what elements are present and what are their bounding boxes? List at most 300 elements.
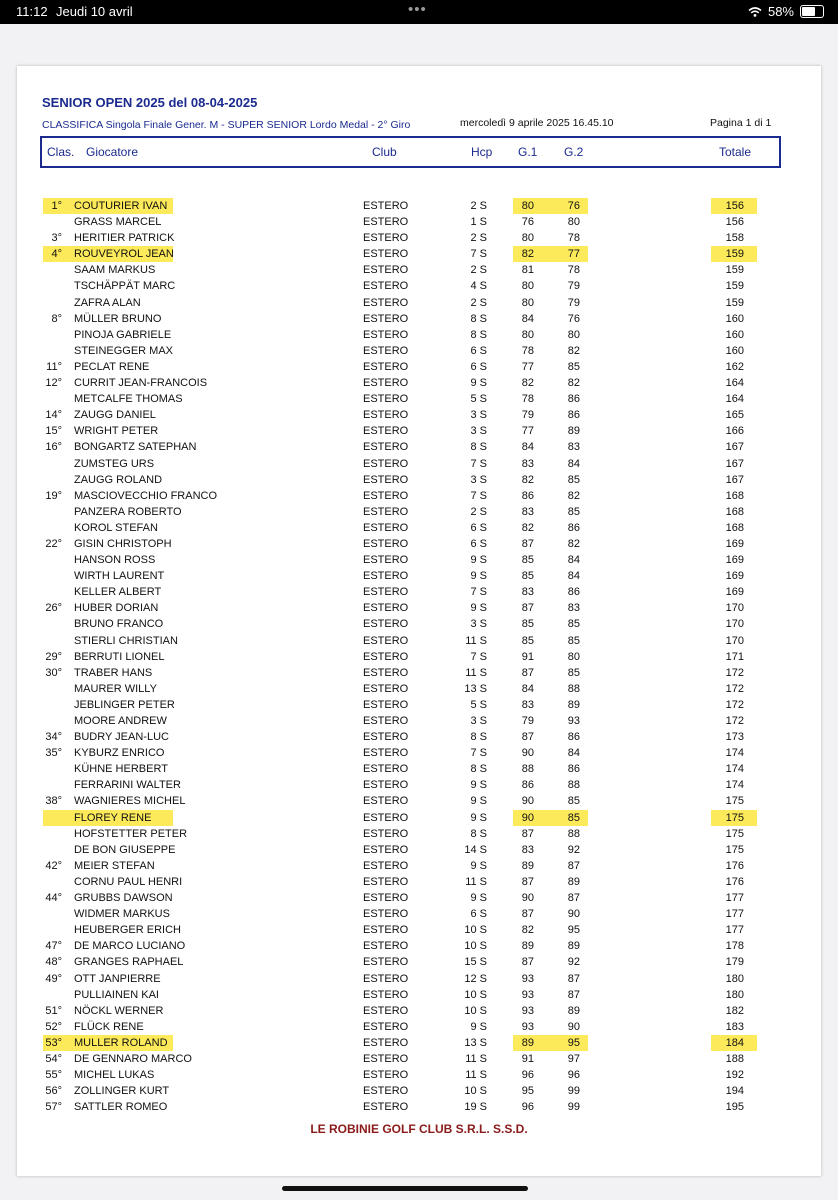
cell-club: ESTERO (363, 248, 409, 261)
table-row (17, 987, 821, 1003)
cell-total: 188 (725, 1052, 744, 1065)
cell-name: PULLIAINEN KAI (74, 988, 159, 1001)
cell-pos: 55° (45, 1069, 62, 1082)
cell-club: ESTERO (363, 264, 409, 277)
cell-g2: 86 (567, 393, 580, 406)
cell-hcp: 9 S (470, 892, 487, 905)
header-name: Giocatore (86, 145, 139, 159)
cell-total: 169 (725, 537, 744, 550)
cell-name: WAGNIERES MICHEL (74, 795, 186, 808)
cell-club: ESTERO (363, 634, 409, 647)
cell-g1: 80 (521, 280, 534, 293)
cell-club: ESTERO (363, 1004, 409, 1017)
cell-hcp: 9 S (470, 377, 487, 390)
cell-club: ESTERO (363, 409, 409, 422)
cell-g1: 83 (521, 457, 534, 470)
cell-club: ESTERO (363, 200, 409, 212)
cell-total: 174 (725, 747, 744, 760)
cell-club: ESTERO (363, 1085, 409, 1098)
cell-total: 159 (725, 280, 744, 293)
cell-g1: 90 (521, 747, 534, 760)
cell-hcp: 8 S (470, 827, 487, 840)
cell-g2: 89 (567, 875, 580, 888)
table-row (17, 1099, 821, 1115)
cell-g1: 82 (521, 473, 534, 486)
cell-g2: 85 (567, 505, 580, 518)
cell-club: ESTERO (363, 763, 409, 776)
table-row (17, 1003, 821, 1019)
cell-g2: 88 (567, 827, 580, 840)
document-title: SENIOR OPEN 2025 del 08-04-2025 (42, 95, 258, 110)
cell-g1: 93 (521, 1004, 534, 1017)
cell-g2: 88 (567, 779, 580, 792)
cell-hcp: 9 S (470, 779, 487, 792)
table-row (17, 697, 821, 713)
table-row (17, 584, 821, 600)
table-row (17, 552, 821, 568)
table-row (17, 423, 821, 439)
cell-total: 180 (725, 972, 744, 985)
cell-club: ESTERO (363, 441, 409, 454)
home-indicator[interactable] (282, 1186, 528, 1191)
cell-total: 195 (725, 1101, 744, 1114)
cell-g1: 80 (521, 328, 534, 341)
cell-g2: 90 (567, 1020, 580, 1033)
cell-club: ESTERO (363, 875, 409, 888)
cell-club: ESTERO (363, 956, 409, 969)
cell-g1: 96 (521, 1069, 534, 1082)
table-row (17, 842, 821, 858)
table-row (17, 906, 821, 922)
cell-name: TRABER HANS (74, 666, 153, 679)
cell-total: 169 (725, 554, 744, 567)
cell-total: 176 (725, 859, 744, 872)
leaderboard-table (17, 198, 821, 1115)
cell-total: 174 (725, 779, 744, 792)
cell-pos: 8° (51, 312, 62, 325)
cell-g2: 87 (567, 988, 580, 1001)
cell-pos: 34° (45, 731, 62, 744)
cell-name: PECLAT RENE (74, 360, 150, 373)
cell-club: ESTERO (363, 650, 409, 663)
cell-g2: 80 (567, 328, 580, 341)
cell-hcp: 3 S (470, 409, 487, 422)
cell-g2: 92 (567, 956, 580, 969)
cell-name: MÜLLER BRUNO (74, 312, 162, 325)
table-row (17, 633, 821, 649)
multitasking-dots-icon[interactable]: ••• (408, 1, 427, 18)
cell-name: GISIN CHRISTOPH (74, 537, 172, 550)
cell-total: 160 (725, 312, 744, 325)
cell-g1: 86 (521, 779, 534, 792)
cell-club: ESTERO (363, 505, 409, 518)
table-row (17, 858, 821, 874)
cell-g1: 82 (521, 521, 534, 534)
table-row (17, 504, 821, 520)
table-row (17, 375, 821, 391)
cell-pos: 35° (45, 747, 62, 760)
cell-pos: 51° (45, 1004, 62, 1017)
cell-pos: 52° (45, 1020, 62, 1033)
cell-g1: 95 (521, 1085, 534, 1098)
cell-name: KÜHNE HERBERT (74, 763, 168, 776)
cell-club: ESTERO (363, 537, 409, 550)
cell-hcp: 9 S (470, 795, 487, 808)
cell-g1: 87 (521, 537, 534, 550)
cell-g1: 85 (521, 554, 534, 567)
cell-total: 158 (725, 232, 744, 245)
cell-hcp: 9 S (470, 570, 487, 583)
cell-total: 171 (725, 650, 744, 663)
cell-pos: 16° (45, 441, 62, 454)
cell-hcp: 6 S (470, 360, 487, 373)
cell-hcp: 3 S (470, 715, 487, 727)
cell-total: 178 (725, 940, 744, 953)
cell-pos: 19° (45, 489, 62, 502)
cell-name: HOFSTETTER PETER (74, 827, 188, 840)
cell-name: CURRIT JEAN-FRANCOIS (74, 377, 208, 390)
cell-g1: 76 (521, 216, 534, 229)
table-header (40, 136, 781, 168)
cell-g2: 84 (567, 457, 580, 470)
cell-hcp: 11 S (465, 875, 487, 888)
cell-club: ESTERO (363, 280, 409, 293)
cell-club: ESTERO (363, 988, 409, 1001)
cell-name: HERITIER PATRICK (74, 232, 175, 245)
cell-pos: 47° (45, 940, 62, 953)
cell-total: 167 (725, 457, 744, 470)
cell-name: DE BON GIUSEPPE (74, 843, 176, 856)
table-row (17, 391, 821, 407)
table-row (17, 311, 821, 327)
cell-hcp: 10 S (464, 1085, 487, 1098)
cell-hcp: 10 S (464, 988, 487, 1001)
cell-g2: 96 (567, 1069, 580, 1082)
cell-hcp: 4 S (470, 280, 487, 293)
cell-g2: 99 (567, 1101, 580, 1114)
cell-name: ZAUGG ROLAND (74, 473, 163, 486)
cell-club: ESTERO (363, 795, 409, 808)
cell-g2: 88 (567, 682, 580, 695)
cell-hcp: 8 S (470, 328, 487, 341)
cell-total: 170 (725, 618, 744, 631)
cell-name: ROUVEYROL JEAN (74, 248, 174, 261)
cell-g2: 80 (567, 216, 580, 229)
cell-name: FERRARINI WALTER (74, 779, 181, 792)
cell-g1: 81 (521, 264, 534, 277)
cell-hcp: 9 S (470, 1020, 487, 1033)
cell-name: FLOREY RENE (74, 811, 152, 824)
cell-total: 160 (725, 328, 744, 341)
cell-g2: 84 (567, 747, 580, 760)
cell-g2: 79 (567, 296, 580, 309)
cell-g2: 90 (567, 908, 580, 921)
cell-name: HEUBERGER ERICH (74, 924, 181, 937)
cell-g2: 79 (567, 280, 580, 293)
cell-g2: 83 (567, 602, 580, 615)
cell-hcp: 7 S (470, 747, 487, 760)
cell-pos: 15° (45, 425, 62, 438)
cell-g1: 87 (521, 827, 534, 840)
cell-name: KOROL STEFAN (74, 521, 158, 534)
cell-g2: 99 (567, 1085, 580, 1098)
cell-hcp: 2 S (470, 264, 487, 277)
table-row (17, 761, 821, 777)
cell-club: ESTERO (363, 924, 409, 937)
cell-g1: 79 (521, 409, 534, 422)
cell-name: ZAFRA ALAN (74, 296, 141, 309)
cell-g2: 80 (567, 650, 580, 663)
cell-g2: 82 (567, 377, 580, 390)
table-row (17, 810, 821, 826)
cell-g2: 82 (567, 537, 580, 550)
cell-hcp: 7 S (470, 586, 487, 599)
table-row (17, 456, 821, 472)
table-row (17, 520, 821, 536)
cell-total: 177 (725, 892, 744, 905)
cell-g2: 89 (567, 940, 580, 953)
cell-hcp: 10 S (464, 940, 487, 953)
cell-total: 192 (725, 1069, 744, 1082)
table-row (17, 439, 821, 455)
cell-g2: 86 (567, 731, 580, 744)
cell-g1: 86 (521, 489, 534, 502)
cell-name: SAAM MARKUS (74, 264, 156, 277)
cell-total: 179 (725, 956, 744, 969)
club-footer: LE ROBINIE GOLF CLUB S.R.L. S.S.D. (310, 1122, 528, 1136)
cell-total: 175 (725, 811, 744, 824)
cell-name: CORNU PAUL HENRI (74, 875, 183, 888)
cell-g1: 83 (521, 698, 534, 711)
cell-total: 162 (725, 360, 744, 373)
cell-name: ZAUGG DANIEL (74, 409, 156, 422)
cell-hcp: 11 S (465, 666, 487, 679)
cell-hcp: 3 S (470, 473, 487, 486)
cell-total: 164 (725, 377, 744, 390)
cell-club: ESTERO (363, 393, 409, 406)
table-row (17, 616, 821, 632)
cell-hcp: 7 S (470, 248, 487, 261)
cell-total: 172 (725, 715, 744, 727)
cell-hcp: 9 S (470, 859, 487, 872)
document-subtitle: CLASSIFICA Singola Finale Gener. M - SUPER SENIOR Lordo Medal - 2° Giro (42, 119, 411, 131)
cell-hcp: 7 S (470, 489, 487, 502)
header-pos: Clas. (47, 145, 75, 159)
cell-name: ZOLLINGER KURT (74, 1085, 170, 1098)
cell-name: MASCIOVECCHIO FRANCO (74, 489, 218, 502)
cell-g1: 83 (521, 843, 534, 856)
cell-hcp: 8 S (470, 763, 487, 776)
cell-total: 182 (725, 1004, 744, 1017)
cell-name: MEIER STEFAN (74, 859, 155, 872)
table-row (17, 230, 821, 246)
cell-g2: 76 (567, 312, 580, 325)
cell-total: 168 (725, 505, 744, 518)
cell-g1: 84 (521, 312, 534, 325)
cell-hcp: 11 S (465, 634, 487, 647)
cell-club: ESTERO (363, 859, 409, 872)
cell-pos: 22° (45, 537, 62, 550)
cell-club: ESTERO (363, 698, 409, 711)
header-club: Club (372, 145, 397, 159)
cell-name: FLÜCK RENE (74, 1020, 144, 1033)
cell-g2: 87 (567, 859, 580, 872)
cell-club: ESTERO (363, 1036, 409, 1049)
table-row (17, 198, 821, 214)
cell-club: ESTERO (363, 554, 409, 567)
cell-total: 156 (725, 216, 744, 229)
cell-name: HUBER DORIAN (74, 602, 159, 615)
cell-g1: 89 (521, 1036, 534, 1049)
cell-name: WRIGHT PETER (74, 425, 159, 438)
cell-hcp: 9 S (470, 602, 487, 615)
table-row (17, 874, 821, 890)
cell-club: ESTERO (363, 473, 409, 486)
cell-club: ESTERO (363, 1069, 409, 1082)
cell-name: ZUMSTEG URS (74, 457, 155, 470)
table-row (17, 343, 821, 359)
cell-g1: 87 (521, 956, 534, 969)
table-row (17, 826, 821, 842)
cell-total: 172 (725, 698, 744, 711)
cell-name: MICHEL LUKAS (74, 1069, 155, 1082)
cell-name: STIERLI CHRISTIAN (74, 634, 178, 647)
cell-total: 170 (725, 634, 744, 647)
cell-g2: 83 (567, 441, 580, 454)
table-row (17, 1083, 821, 1099)
table-row (17, 922, 821, 938)
cell-total: 183 (725, 1020, 744, 1033)
cell-g2: 77 (567, 248, 580, 261)
cell-total: 194 (725, 1085, 744, 1098)
cell-hcp: 8 S (470, 441, 487, 454)
cell-g1: 91 (521, 1052, 534, 1065)
cell-g2: 86 (567, 521, 580, 534)
table-row (17, 295, 821, 311)
cell-club: ESTERO (363, 232, 409, 245)
cell-name: KELLER ALBERT (74, 586, 162, 599)
cell-club: ESTERO (363, 827, 409, 840)
cell-g2: 93 (567, 715, 580, 727)
cell-club: ESTERO (363, 940, 409, 953)
cell-g2: 84 (567, 570, 580, 583)
cell-name: SATTLER ROMEO (74, 1101, 168, 1114)
table-row (17, 536, 821, 552)
battery-icon (800, 5, 824, 18)
table-row (17, 938, 821, 954)
cell-club: ESTERO (363, 296, 409, 309)
cell-hcp: 8 S (470, 731, 487, 744)
cell-g1: 80 (521, 296, 534, 309)
cell-total: 168 (725, 489, 744, 502)
cell-total: 169 (725, 570, 744, 583)
table-row (17, 971, 821, 987)
cell-name: WIRTH LAURENT (74, 570, 165, 583)
cell-g1: 82 (521, 924, 534, 937)
cell-name: GRANGES RAPHAEL (74, 956, 184, 969)
table-row (17, 681, 821, 697)
battery-percentage: 58% (767, 4, 794, 19)
cell-name: BUDRY JEAN-LUC (74, 731, 169, 744)
cell-g2: 86 (567, 409, 580, 422)
cell-total: 167 (725, 473, 744, 486)
cell-name: COUTURIER IVAN (74, 200, 168, 212)
cell-pos: 57° (45, 1101, 62, 1114)
cell-g1: 93 (521, 1020, 534, 1033)
cell-hcp: 7 S (470, 457, 487, 470)
cell-hcp: 2 S (470, 296, 487, 309)
cell-hcp: 9 S (470, 811, 487, 824)
cell-g2: 85 (567, 666, 580, 679)
cell-pos: 38° (45, 795, 62, 808)
cell-club: ESTERO (363, 1052, 409, 1065)
cell-hcp: 19 S (464, 1101, 487, 1114)
cell-g2: 85 (567, 618, 580, 631)
cell-club: ESTERO (363, 586, 409, 599)
cell-hcp: 6 S (470, 344, 487, 357)
cell-total: 159 (725, 248, 744, 261)
cell-g1: 87 (521, 875, 534, 888)
cell-name: PINOJA GABRIELE (74, 328, 172, 341)
cell-name: WIDMER MARKUS (74, 908, 170, 921)
cell-name: JEBLINGER PETER (74, 698, 175, 711)
cell-club: ESTERO (363, 843, 409, 856)
cell-g2: 89 (567, 425, 580, 438)
cell-name: MOORE ANDREW (74, 715, 167, 727)
cell-club: ESTERO (363, 811, 409, 824)
table-row (17, 246, 821, 262)
cell-g1: 83 (521, 505, 534, 518)
cell-pos: 12° (45, 377, 62, 390)
cell-club: ESTERO (363, 457, 409, 470)
cell-total: 170 (725, 602, 744, 615)
cell-club: ESTERO (363, 747, 409, 760)
cell-club: ESTERO (363, 360, 409, 373)
cell-hcp: 6 S (470, 521, 487, 534)
table-row (17, 665, 821, 681)
cell-club: ESTERO (363, 731, 409, 744)
cell-hcp: 7 S (470, 650, 487, 663)
cell-g1: 77 (521, 425, 534, 438)
cell-total: 174 (725, 763, 744, 776)
cell-g1: 93 (521, 988, 534, 1001)
cell-name: NÖCKL WERNER (74, 1004, 164, 1017)
cell-g1: 82 (521, 248, 534, 261)
cell-club: ESTERO (363, 972, 409, 985)
cell-hcp: 15 S (464, 956, 487, 969)
status-time: 11:12 (16, 4, 48, 19)
cell-club: ESTERO (363, 489, 409, 502)
cell-g1: 84 (521, 441, 534, 454)
cell-total: 172 (725, 666, 744, 679)
cell-pos: 14° (45, 409, 62, 422)
cell-club: ESTERO (363, 779, 409, 792)
cell-club: ESTERO (363, 618, 409, 631)
cell-name: GRUBBS DAWSON (74, 892, 173, 905)
cell-g2: 82 (567, 489, 580, 502)
cell-total: 169 (725, 586, 744, 599)
table-row (17, 568, 821, 584)
table-row (17, 729, 821, 745)
cell-pos: 4° (51, 248, 62, 261)
cell-hcp: 6 S (470, 908, 487, 921)
table-row (17, 745, 821, 761)
cell-club: ESTERO (363, 328, 409, 341)
cell-g1: 91 (521, 650, 534, 663)
cell-g1: 93 (521, 972, 534, 985)
table-row (17, 488, 821, 504)
table-row (17, 1051, 821, 1067)
